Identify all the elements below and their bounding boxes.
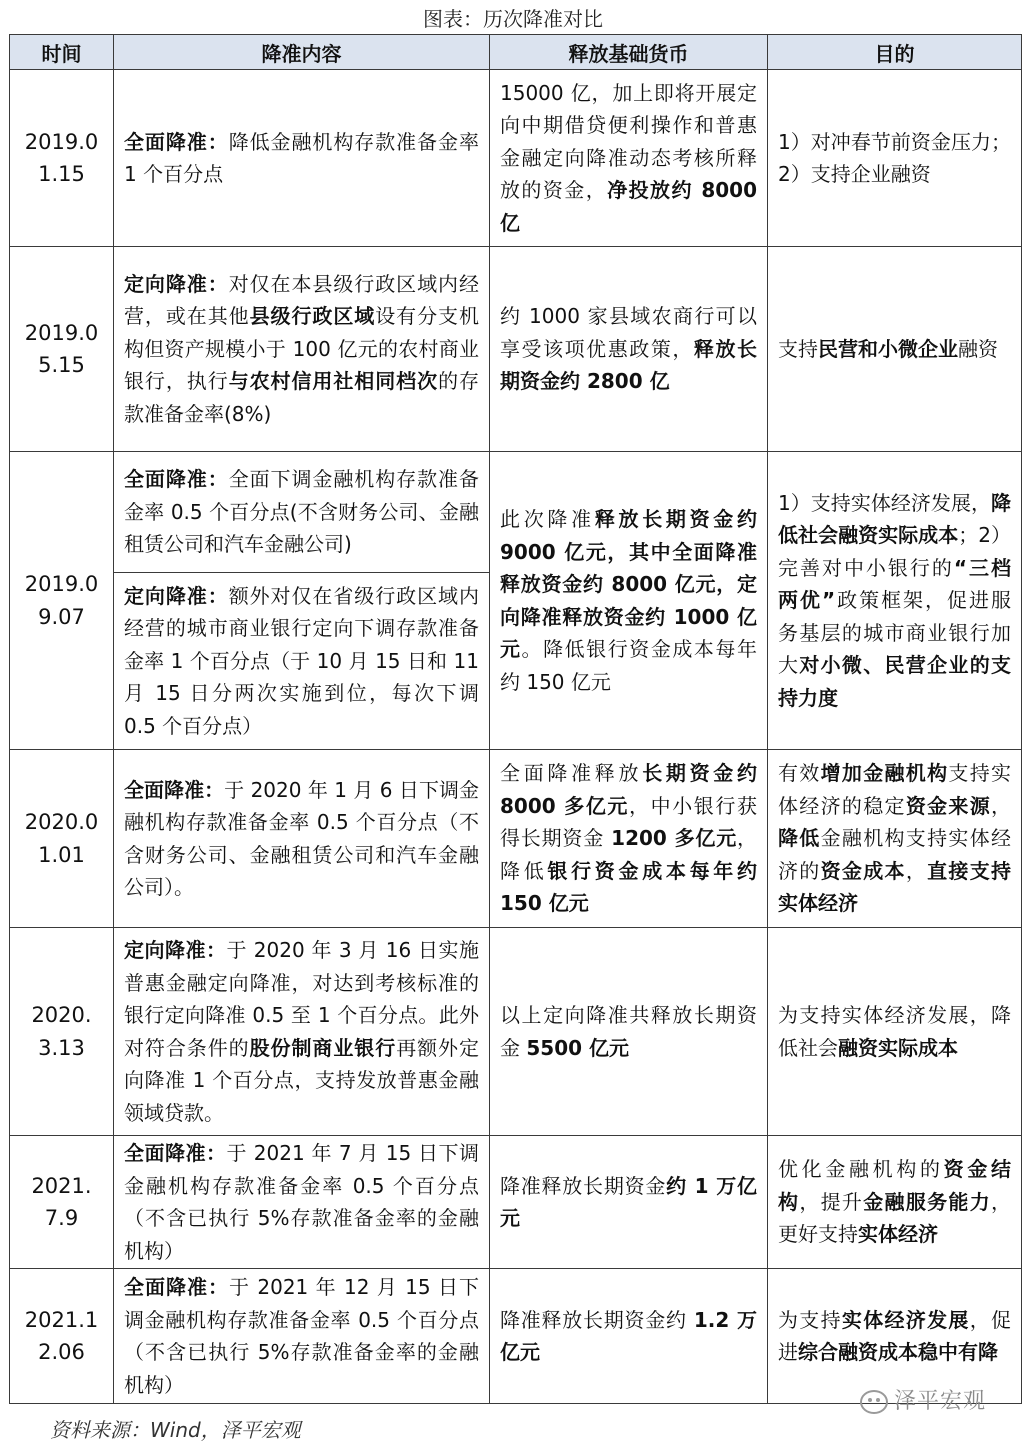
text-segment: 对小微、民营企业的支持力度 [778, 653, 1012, 710]
text-segment: 降低 [778, 826, 821, 851]
text-segment: ， [991, 793, 1012, 818]
text-segment: 股份制商业银行 [249, 1035, 397, 1060]
cell-purpose [768, 247, 1022, 452]
cell-purpose [768, 1136, 1022, 1269]
text-segment: 降低金融机构存款准备金率 1 个百分点 [124, 129, 479, 186]
text-segment: 1.2 万亿元 [500, 1307, 757, 1364]
cell-content [114, 70, 490, 247]
table-row [10, 750, 1022, 928]
text-segment: 为支持实体经济发展，降低社会 [778, 1003, 1011, 1060]
cell-date [10, 70, 114, 247]
cell-content [114, 928, 490, 1136]
text-segment: 为支持 [778, 1307, 842, 1332]
text-segment: 约 1 万亿元 [500, 1173, 758, 1230]
text-segment: 优化金融机构的 [778, 1157, 944, 1182]
text-segment: 全面降准： [124, 1141, 227, 1165]
cell-release [490, 928, 768, 1136]
text-segment: 支持实体经济的稳定 [778, 761, 1012, 818]
cell-content [114, 1269, 490, 1404]
text-segment: 县级行政区域 [249, 304, 376, 329]
date-text: 2019.01.15 [24, 129, 99, 186]
text-segment: 再额外定向降准 1 个百分点，支持发放普惠金融领域贷款。 [124, 1035, 479, 1125]
text-segment: 降低社会融资实际成本 [778, 490, 1011, 548]
table-row [10, 247, 1022, 452]
text-segment: 定向降准： [124, 938, 227, 962]
text-segment: 资金来源 [905, 793, 992, 818]
text-segment: 实体经济 [858, 1222, 938, 1247]
date-text: 2021.12.06 [24, 1307, 99, 1364]
text-segment: 融资实际成本 [838, 1035, 958, 1060]
table-row [10, 70, 1022, 247]
text-segment: ，提升 [799, 1189, 864, 1214]
text-segment: 支持 [778, 336, 818, 361]
text-segment: 降准释放长期资金 [500, 1173, 667, 1198]
text-segment: 的存款准备金率(8%) [124, 369, 479, 426]
cell-purpose [768, 70, 1022, 247]
text-segment: 1）对冲春节前资金压力；2）支持企业融资 [778, 129, 1011, 186]
cell-date [10, 1269, 114, 1404]
text-segment: 设有分支机构但资产规模小于 100 亿元的农村商业银行，执行 [124, 304, 479, 394]
text-segment: 5500 亿元 [526, 1035, 629, 1060]
text-segment: 。降低银行资金成本每年约 150 亿元 [500, 637, 758, 694]
cell-release [490, 1136, 768, 1269]
header-release: 释放基础货币 [490, 35, 768, 70]
text-segment: 长期资金约 8000 多亿元 [500, 761, 758, 818]
text-segment: 金融机构支持实体经济的 [778, 826, 1012, 883]
source-note: 资料来源：Wind，泽平宏观 [50, 1418, 301, 1442]
text-segment: ， [905, 858, 928, 883]
cell-date [10, 452, 114, 750]
date-text: 2019.05.15 [24, 320, 99, 377]
text-segment: 对仅在本县级行政区域内经营，或在其他 [124, 271, 479, 329]
cell-date [10, 247, 114, 452]
rrr-comparison-table [9, 34, 1022, 1404]
text-segment: 民营和小微企业 [818, 336, 958, 361]
text-segment: 释放长期资金约 2800 亿 [500, 336, 758, 394]
text-segment: 金融服务能力 [863, 1189, 992, 1214]
text-segment: ，促进 [778, 1307, 1012, 1364]
cell-release [490, 247, 768, 452]
text-segment: 定向降准： [124, 271, 229, 296]
cell-release [490, 750, 768, 928]
text-segment: 于 2021 年 12 月 15 日下调金融机构存款准备金率 0.5 个百分点（不含已执行 5%存款准备金率的金融机构） [124, 1275, 479, 1397]
text-segment: 1）支持实体经济发展， [778, 490, 991, 515]
text-segment: 净投放约 8000 亿 [500, 178, 757, 235]
text-segment: 资金成本 [820, 858, 906, 883]
text-segment: 综合融资成本稳中有降 [798, 1340, 998, 1364]
text-segment: 全面下调金融机构存款准备金率 0.5 个百分点(不含财务公司、金融租赁公司和汽车金融公司) [124, 467, 479, 557]
cell-content [114, 573, 490, 750]
text-segment: 全面降准释放 [500, 761, 643, 786]
text-segment: 降准释放长期资金约 [500, 1307, 694, 1332]
text-segment: 增加金融机构 [820, 761, 949, 786]
table-row [10, 928, 1022, 1136]
text-segment: 融资 [958, 336, 998, 361]
text-segment: 全面降准： [124, 467, 229, 492]
text-segment: ，中小银行获得长期资金 [500, 793, 757, 851]
header-date: 时间 [10, 35, 114, 70]
cell-release [490, 1269, 768, 1404]
table-row [10, 452, 1022, 573]
cell-content [114, 1136, 490, 1269]
text-segment: 15000 亿，加上即将开展定向中期借贷便利操作和普惠金融定向降准动态考核所释放的资金， [500, 80, 757, 203]
cell-purpose [768, 928, 1022, 1136]
text-segment: 于 2021 年 7 月 15 日下调金融机构存款准备金率 0.5 个百分点（不含已执行 5%存款准备金率的金融机构） [124, 1141, 480, 1263]
cell-purpose [768, 452, 1022, 750]
table-caption: 图表：历次降准对比 [423, 7, 603, 31]
text-segment: 定向降准： [124, 583, 229, 608]
text-segment: 此次降准 [500, 507, 595, 531]
date-text: 2019.09.07 [24, 572, 99, 629]
text-segment: 政策框架，促进服务基层的城市商业银行加大 [778, 588, 1011, 678]
cell-date [10, 928, 114, 1136]
header-purpose: 目的 [768, 35, 1022, 70]
cell-content [114, 750, 490, 928]
header-content: 降准内容 [114, 35, 490, 70]
cell-content [114, 247, 490, 452]
text-segment: ，降低 [500, 826, 757, 883]
text-segment: 全面降准： [124, 129, 229, 154]
text-segment: 资金结构 [778, 1157, 1012, 1214]
watermark-text: 泽平宏观 [894, 1389, 987, 1414]
cell-release [490, 452, 768, 750]
text-segment: 与农村信用社相同档次 [228, 369, 439, 394]
date-text: 2020.01.01 [24, 810, 99, 867]
cell-date [10, 750, 114, 928]
text-segment: 直接支持实体经济 [778, 858, 1012, 916]
table-header-row [10, 35, 1022, 70]
date-text: 2021.7.9 [31, 1173, 92, 1230]
text-segment: 于 2020 年 3 月 16 日实施普惠金融定向降准，对达到考核标准的银行定向降准 0.5 至 1 个百分点。此外对符合条件的 [124, 938, 480, 1060]
text-segment: “三档两优” [778, 555, 1011, 613]
cell-date [10, 1136, 114, 1269]
cell-release [490, 70, 768, 247]
cell-content [114, 452, 490, 573]
date-text: 2020.3.13 [31, 1003, 92, 1060]
watermark [860, 1384, 986, 1415]
text-segment: 1200 多亿元 [611, 826, 737, 851]
text-segment: 银行资金成本每年约 150 亿元 [500, 858, 758, 916]
text-segment: 于 2020 年 1 月 6 日下调金融机构存款准备金率 0.5 个百分点（不含财务公司、金融租赁公司和汽车金融公司）。 [124, 777, 480, 899]
text-segment: 全面降准： [124, 1275, 230, 1299]
text-segment: 有效 [778, 761, 821, 786]
text-segment: 释放长期资金约 9000 亿元，其中全面降准释放资金约 8000 亿元，定向降准释放资金约 1000 亿元 [500, 507, 758, 661]
cell-purpose [768, 750, 1022, 928]
table-row [10, 1136, 1022, 1269]
text-segment: 全面降准： [124, 777, 225, 802]
text-segment: ，更好支持 [778, 1189, 1012, 1247]
text-segment: 额外对仅在省级行政区域内经营的城市商业银行定向下调存款准备金率 1 个百分点（于 10 月 15 日和 11 月 15 日分两次实施到位，每次下调 0.5 个百分点） [124, 583, 479, 738]
text-segment: 实体经济发展 [841, 1307, 970, 1332]
text-segment: 约 1000 家县域农商行可以享受该项优惠政策， [500, 304, 757, 361]
wechat-icon [860, 1390, 888, 1414]
text-segment: 以上定向降准共释放长期资金 [500, 1003, 757, 1060]
text-segment: ；2）完善对中小银行的 [778, 523, 1012, 580]
